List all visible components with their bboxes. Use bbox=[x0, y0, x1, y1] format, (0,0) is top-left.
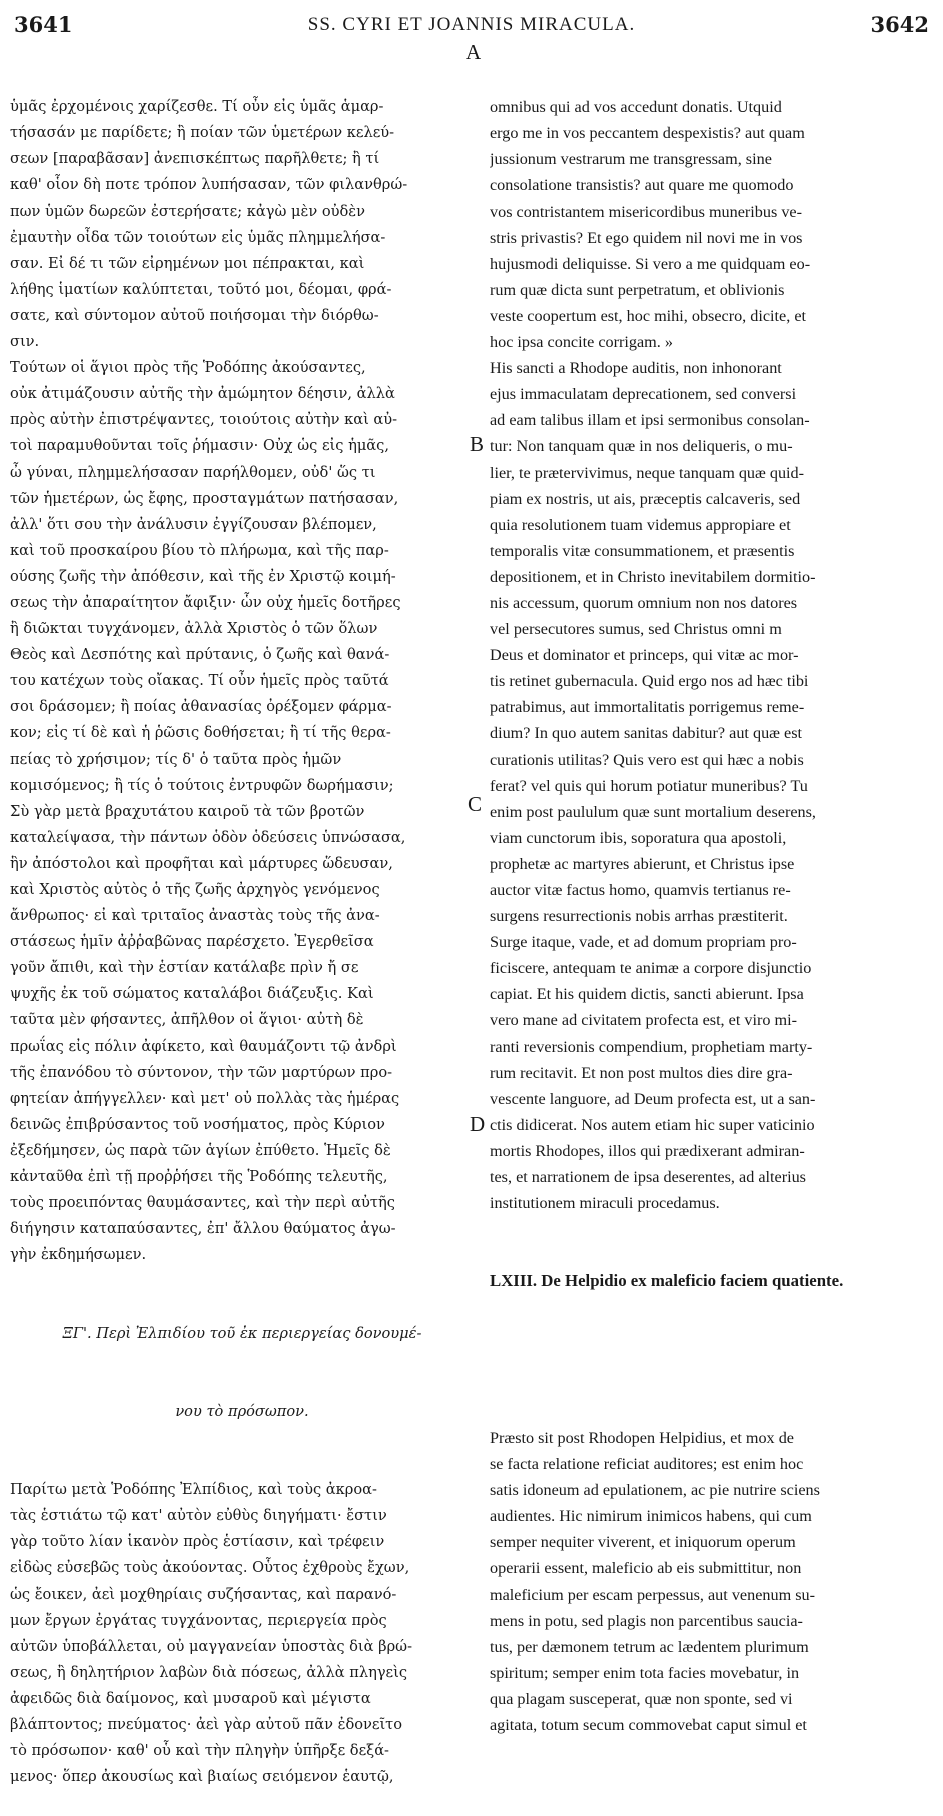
latin-text-line: tis retinet gubernacula. Quid ergo nos ad hæc tibi bbox=[490, 672, 809, 691]
greek-text-line: γὰρ τοῦτο λίαν ἱκανὸν πρὸς ἑστίασιν, καὶ τρέφειν bbox=[10, 1533, 385, 1551]
latin-column bbox=[490, 42, 932, 1764]
greek-text-line: τοὺς προειπόντας θαυμάσαντες, καὶ τὴν περὶ αὐτῆς bbox=[10, 1194, 395, 1212]
latin-text-line: hoc ipsa concite corrigam. » bbox=[490, 333, 673, 352]
greek-text-line: σοι δράσομεν; ἢ ποίας ἀθανασίας ὀρέξομεν φάρμα- bbox=[10, 698, 392, 716]
latin-text-line: vel persecutores sumus, sed Christus omni m bbox=[490, 620, 782, 639]
greek-text-line: λήθης ἱματίων καλύπτεται, τοῦτό μοι, δέομαι, φρά- bbox=[10, 280, 392, 298]
latin-text-line: ctis didicerat. Nos autem etiam hic super vaticinio bbox=[490, 1115, 815, 1134]
latin-text-line: ejus immaculatam deprecationem, sed conversi bbox=[490, 385, 797, 404]
latin-text-line: ficiscere, antequam te animæ a corpore disjunctio bbox=[490, 959, 812, 978]
greek-text-line: δεινῶς ἐπιβρύσαντος τοῦ νοσήματος, πρὸς Κύριον bbox=[10, 1115, 385, 1133]
greek-chapter-heading-line-1: ΞΓ'. Περὶ Ἐλπιδίου τοῦ ἐκ περιεργείας δονουμέ- bbox=[62, 1324, 422, 1342]
page-number-left: 3641 bbox=[14, 12, 73, 37]
greek-text-line: γὴν ἐκδημήσωμεν. bbox=[10, 1246, 147, 1264]
margin-marker-c: C bbox=[468, 792, 483, 816]
greek-text-line: πείας τὸ χρήσιμον; τίς δ' ὁ ταῦτα πρὸς ἡμῶν bbox=[10, 750, 342, 768]
latin-text-line: Surge itaque, vade, et ad domum propriam pro- bbox=[490, 933, 797, 952]
latin-text-line: ranti reversionis compendium, prophetiam marty- bbox=[490, 1037, 813, 1056]
greek-text-line: ἄνθρωπος· εἰ καὶ τριταῖος ἀναστὰς τοὺς τῆς ἀνα- bbox=[10, 907, 380, 925]
latin-text-line: mortis Rhodopes, illos qui prædixerant admiran- bbox=[490, 1141, 805, 1160]
greek-chapter-heading-line-2: νου τὸ πρόσωπον. bbox=[175, 1402, 309, 1420]
latin-text-line: ergo me in vos peccantem despexistis? aut quam bbox=[490, 124, 805, 143]
greek-text-line: τῶν ἡμετέρων, ὡς ἔφης, προσταγμάτων πατήσασαν, bbox=[10, 489, 399, 507]
latin-text-line: Deus et dominator et princeps, qui vitæ ac mor- bbox=[490, 646, 799, 665]
greek-text-line: Σὺ γὰρ μετὰ βραχυτάτου καιροῦ τὰ τῶν βροτῶν bbox=[10, 802, 365, 820]
latin-text-line: nis accessum, quorum omnium non nos datores bbox=[490, 593, 798, 612]
latin-text-line: mens in potu, sed plagis non parcentibus saucia- bbox=[490, 1611, 803, 1630]
greek-chapter-text bbox=[10, 1477, 474, 1790]
latin-text-line: auctor vitæ factus homo, quamvis tertianus re- bbox=[490, 881, 791, 899]
latin-text-line: rum recitavit. Et non post multos dies dire gra- bbox=[490, 1063, 793, 1082]
greek-text-line: πων ὑμῶν δωρεῶν ἐστερήσατε; κἀγὼ μὲν οὐδὲν bbox=[10, 202, 365, 220]
latin-text-line: surgens resurrectionis nobis arrhas præstiterit. bbox=[490, 907, 788, 926]
latin-text-line: agitata, totum secum commovebat caput simul et bbox=[490, 1716, 807, 1734]
greek-text-line: ὡς ἔοικεν, ἀεὶ μοχθηρίαις συζήσαντας, καὶ παρανό- bbox=[10, 1585, 397, 1603]
latin-text-line: operarii essent, maleficio ab eis submittitur, non bbox=[490, 1559, 802, 1578]
latin-chapter-heading: LXIII. De Helpidio ex maleficio faciem quatiente. bbox=[490, 1271, 844, 1291]
greek-text-line: πρωΐας εἰς πόλιν ἀφίκετο, καὶ θαυμάζοντι τῷ ἀνδρὶ bbox=[10, 1037, 397, 1055]
greek-text-line: ψυχῆς ἐκ τοῦ σώματος καταλάβοι διάζευξις. Καὶ bbox=[10, 985, 374, 1003]
latin-text-line: curationis utilitas? Quis vero est qui hæc a nobis bbox=[490, 750, 804, 769]
latin-text-line: semper nequiter viverent, et iniquorum operum bbox=[490, 1533, 796, 1552]
greek-text-line: σεως τὴν ἀπαραίτητον ἄφιξιν· ὧν οὐχ ἡμεῖς δοτῆρες bbox=[10, 593, 401, 611]
greek-text-line: οὐκ ἀτιμάζουσιν αὐτῆς τὴν ἀμώμητον δέησιν, ἀλλὰ bbox=[10, 385, 395, 403]
latin-text-line: viam cunctorum ibis, soporatura qua apostoli, bbox=[490, 828, 787, 847]
latin-text-line: omnibus qui ad vos accedunt donatis. Utquid bbox=[490, 98, 782, 117]
latin-text-line: satis idoneum ad epulationem, ac pie nutrire sciens bbox=[490, 1481, 820, 1500]
greek-text-line: στάσεως ἡμῖν ἀῤῥαβῶνας παρέσχετο. Ἐγερθεῖσα bbox=[10, 933, 374, 951]
latin-text-line: tus, per dæmonem tetrum ac lædentem plurimum bbox=[490, 1637, 809, 1656]
greek-text-line: τὸ πρόσωπον· καθ' οὗ καὶ τὴν πληγὴν ὑπῆρξε δεξά- bbox=[10, 1742, 389, 1760]
latin-text-line: piam ex nostris, ut ais, præceptis calcaveris, sed bbox=[490, 489, 801, 508]
greek-text-line: ὑμᾶς ἐρχομένοις χαρίζεσθε. Τί οὖν εἰς ὑμᾶς ἁμαρ- bbox=[10, 98, 384, 116]
greek-text-line: Παρίτω μετὰ Ῥοδόπης Ἐλπίδιος, καὶ τοὺς ἀκροα- bbox=[10, 1481, 377, 1499]
latin-text-line: se facta relatione reficiat auditores; est enim hoc bbox=[490, 1455, 804, 1474]
latin-chapter-text bbox=[490, 1425, 932, 1738]
latin-text-line: tes, et narrationem de ipsa deserentes, ad alterius bbox=[490, 1168, 806, 1187]
greek-text-line: μων ἔργων ἐργάτας τυγχάνοντας, περιεργεία πρὸς bbox=[10, 1611, 387, 1629]
latin-text-line: enim post paululum quæ sunt mortalium deserens, bbox=[490, 802, 816, 821]
latin-text-line: vos contristantem misericordibus muneribus ve- bbox=[490, 202, 802, 221]
greek-text-line: φητείαν ἀπήγγελλεν· καὶ μετ' οὐ πολλὰς τὰς ἡμέρας bbox=[10, 1089, 400, 1107]
latin-text-line: tur: Non tanquam quæ in nos deliqueris, o mu- bbox=[490, 437, 793, 456]
greek-text-line: μενος· ὅπερ ἀκουσίως καὶ βιαίως σειόμενον ἑαυτῷ, bbox=[10, 1768, 394, 1786]
latin-text-line: dium? In quo autem sanitas dabitur? aut quæ est bbox=[490, 724, 802, 743]
greek-text-line: τῆς ἐπανόδου τὸ σύντονον, τὴν τῶν μαρτύρων προ- bbox=[10, 1063, 393, 1081]
latin-text-line: spiritum; semper enim tota facies movebatur, in bbox=[490, 1663, 800, 1682]
latin-text-line: patrabimus, aut immortalitatis porrigemus reme- bbox=[490, 698, 805, 717]
latin-text-line: ad eam talibus illam et ipsi sermonibus consolan- bbox=[490, 411, 810, 430]
latin-text-line: ferat? vel quis qui horum potiatur muneribus? Tu bbox=[490, 776, 808, 795]
greek-text-line: ούσης ζωῆς τὴν ἀπόθεσιν, καὶ τῆς ἐν Χριστῷ κοιμή- bbox=[10, 567, 396, 585]
greek-text-line: ἀφειδῶς διὰ δαίμονος, καὶ μυσαροῦ καὶ μέγιστα bbox=[10, 1689, 371, 1707]
latin-text-line: quia resolutionem tuam videmus appropiare et bbox=[490, 515, 791, 534]
latin-text-body bbox=[490, 94, 932, 1216]
greek-text-line: σιν. bbox=[10, 333, 40, 351]
greek-text-line: Θεὸς καὶ Δεσπότης καὶ πρύτανις, ὁ ζωῆς καὶ θανά- bbox=[10, 646, 390, 664]
latin-text-line: temporalis vitæ consummationem, et præsentis bbox=[490, 541, 795, 560]
latin-text-line: maleficium per escam perpessus, aut venenum su- bbox=[490, 1585, 815, 1604]
latin-text-line: hujusmodi deliquisse. Si vero a me quidquam eo- bbox=[490, 254, 811, 273]
greek-text-line: κἀνταῦθα ἐπὶ τῇ προῤῥήσει τῆς Ῥοδόπης τελευτῆς, bbox=[10, 1168, 388, 1186]
greek-text-line: σεως, ἢ δηλητήριον λαβὼν διὰ πόσεως, ἀλλὰ πληγεὶς bbox=[10, 1663, 408, 1681]
greek-text-line: τήσασάν με παρίδετε; ἢ ποίαν τῶν ὑμετέρων κελεύ- bbox=[10, 124, 395, 142]
latin-text-line: qua plagam susceperat, quæ non sponte, sed vi bbox=[490, 1689, 793, 1708]
greek-text-line: ἢ διῶκται τυγχάνομεν, ἀλλὰ Χριστὸς ὁ τῶν ὅλων bbox=[10, 620, 378, 638]
margin-marker-d: D bbox=[470, 1112, 486, 1136]
greek-text-line: ἀλλ' ὅτι σου τὴν ἀνάλυσιν ἐγγίζουσαν βλέπομεν, bbox=[10, 515, 377, 533]
greek-text-line: σαν. Εἰ δέ τι τῶν εἰρημένων μοι πέπρακται, καὶ bbox=[10, 254, 365, 272]
latin-text-line: consolatione transistis? aut quare me quomodo bbox=[490, 176, 794, 195]
greek-text-line: διήγησιν καταπαύσαντες, ἐπ' ἄλλου θαύματος ἀγω- bbox=[10, 1220, 396, 1238]
greek-text-line: ἐμαυτὴν οἶδα τῶν τοιούτων εἰς ὑμᾶς πλημμελήσα- bbox=[10, 228, 386, 246]
latin-text-line: His sancti a Rhodope auditis, non inhonorant bbox=[490, 359, 782, 378]
greek-text-line: βλάπτοντος; πνεύματος· ἀεὶ γὰρ αὐτοῦ πᾶν ἐδονεῖτο bbox=[10, 1716, 403, 1733]
heading-spacer bbox=[490, 1347, 932, 1373]
greek-text-line: καθ' οἷον δὴ ποτε τρόπον λυπήσασαν, τῶν φιλανθρώ- bbox=[10, 176, 408, 194]
latin-text-line: vescente languore, ad Deum profecta est, ut a san- bbox=[490, 1089, 816, 1108]
greek-column bbox=[10, 42, 474, 1816]
greek-text-line: αὐτῶν ὑποβάλλεται, οὐ μαγγανείαν ὑποστὰς διὰ βρώ- bbox=[10, 1637, 412, 1655]
greek-text-line: πρὸς αὐτὴν ἐπιστρέψαντες, τοιούτοις αὐτὴν καὶ αὐ- bbox=[10, 411, 398, 429]
greek-text-line: Τούτων οἱ ἅγιοι πρὸς τῆς Ῥοδόπης ἀκούσαντες, bbox=[10, 359, 366, 377]
greek-text-body bbox=[10, 94, 474, 1268]
greek-text-line: καὶ Χριστὸς αὐτὸς ὁ τῆς ζωῆς ἀρχηγὸς γενόμενος bbox=[10, 881, 380, 898]
latin-text-line: vero mane ad civitatem profecta est, et viro mi- bbox=[490, 1011, 797, 1030]
greek-text-line: τὰς ἑστιάτω τῷ κατ' αὐτὸν εὐθὺς διηγήματι· ἔστιν bbox=[10, 1507, 387, 1525]
greek-text-line: ὦ γύναι, πλημμελήσασαν παρήλθομεν, οὐδ' ὥς τι bbox=[10, 463, 376, 481]
greek-text-line: γοῦν ἄπιθι, καὶ τὴν ἑστίαν κατάλαβε πρὶν ἤ σε bbox=[10, 959, 359, 977]
greek-text-line: ταῦτα μὲν φήσαντες, ἀπῆλθον οἱ ἅγιοι· αὐτὴ δὲ bbox=[10, 1011, 364, 1029]
greek-text-line: κον; εἰς τί δὲ καὶ ἡ ῥῶσις δοθήσεται; ἢ τί τῆς θερα- bbox=[10, 724, 391, 742]
latin-text-line: Præsto sit post Rhodopen Helpidius, et mox de bbox=[490, 1428, 794, 1447]
greek-text-line: σατε, καὶ σύντομον αὐτοῦ ποιήσομαι τὴν διόρθω- bbox=[10, 306, 379, 324]
latin-text-line: prophetæ ac martyres abierunt, et Christus ipse bbox=[490, 854, 795, 873]
margin-marker-b: B bbox=[470, 432, 485, 456]
greek-text-line: εἰδὼς εὐσεβῶς τοὺς ἀκούοντας. Οὗτος ἐχθροὺς ἔχων, bbox=[10, 1559, 410, 1577]
greek-text-line: του κατέχων τοὺς οἴακας. Τί οὖν ἡμεῖς πρὸς ταῦτά bbox=[10, 672, 389, 690]
latin-text-line: rum quæ dicta sunt perpetratum, et oblivionis bbox=[490, 280, 785, 299]
latin-text-line: jussionum vestrarum me transgressam, sine bbox=[490, 150, 772, 169]
running-title: SS. CYRI ET JOANNIS MIRACULA. bbox=[307, 14, 636, 35]
latin-text-line: institutionem miraculi procedamus. bbox=[490, 1194, 720, 1213]
greek-text-line: σεων [παραβᾶσαν] ἀνεπισκέπτως παρῆλθετε; ἢ τί bbox=[10, 150, 380, 168]
latin-text-line: audientes. Hic nimirum inimicos habens, qui cum bbox=[490, 1507, 812, 1526]
latin-text-line: lier, te prætervivimus, neque tanquam quæ quid- bbox=[490, 463, 805, 482]
latin-text-line: capiat. Et his quidem dictis, sancti abierunt. Ipsa bbox=[490, 985, 804, 1004]
page-header bbox=[14, 10, 929, 42]
latin-text-line: veste coopertum est, hoc mihi, obsecro, dicite, et bbox=[490, 306, 807, 325]
latin-text-line: depositionem, et in Christo inevitabilem dormitio- bbox=[490, 567, 816, 586]
greek-text-line: καταλείψασα, τὴν πάντων ὁδὸν ὁδεύσεις ὑπνώσασα, bbox=[10, 828, 406, 846]
latin-text-line: stris privastis? Et ego quidem nil novi me in vos bbox=[490, 228, 803, 247]
greek-text-line: ἐξεδήμησεν, ὡς παρὰ τῶν ἁγίων ἐπύθετο. Ἡμεῖς δὲ bbox=[10, 1141, 391, 1159]
margin-marker-a: A bbox=[466, 40, 482, 64]
greek-text-line: κομισόμενος; ἢ τίς ὁ τούτοις ἐντρυφῶν δωρήμασιν; bbox=[10, 776, 394, 794]
greek-text-line: ἣν ἀπόστολοι καὶ προφῆται καὶ μάρτυρες ὥδευσαν, bbox=[10, 854, 393, 872]
page-number-right: 3642 bbox=[870, 12, 929, 37]
greek-text-line: καὶ τοῦ προσκαίρου βίου τὸ πλήρωμα, καὶ τῆς παρ- bbox=[10, 541, 389, 559]
greek-text-line: τοὶ παραμυθοῦνται τοῖς ῥήμασιν· Οὐχ ὡς εἰς ἡμᾶς, bbox=[10, 437, 389, 455]
